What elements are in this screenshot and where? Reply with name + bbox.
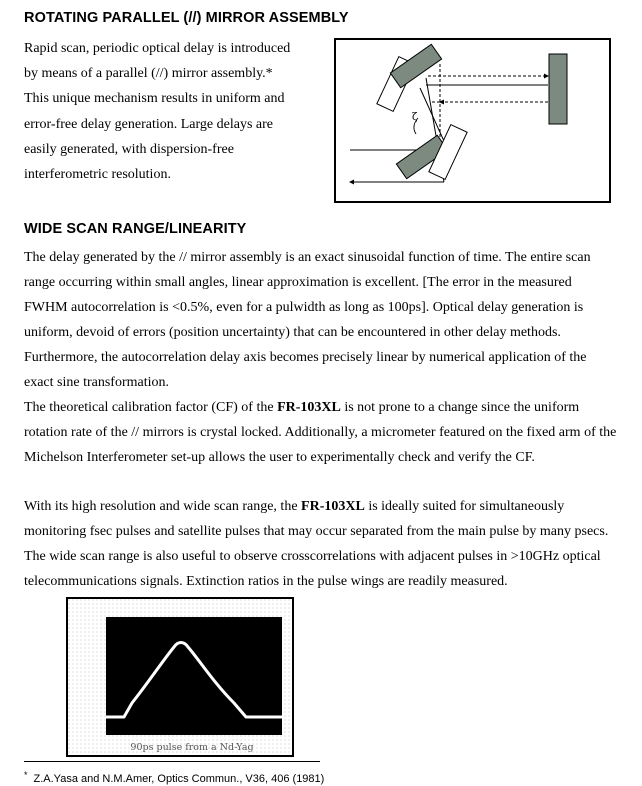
text-run: is not prone to a change since the uniform rotation rate of the // mirrors is crystal locked. Additionally, a micrometer featured on the fixed arm of the Michelson Interferometer set-up allows the user to experimentally check and verify the CF.	[24, 400, 617, 466]
section-heading-rotating-mirror: ROTATING PARALLEL (//) MIRROR ASSEMBLY	[24, 10, 349, 26]
paragraph-resolution	[24, 494, 618, 594]
footnote-mark: *	[24, 770, 28, 780]
footnote	[24, 770, 324, 785]
lower-mirror-pair	[396, 125, 467, 180]
intro-paragraph	[24, 36, 324, 187]
text-run: The theoretical calibration factor (CF) of the	[24, 400, 278, 415]
intro-line: interferometric resolution.	[24, 167, 171, 183]
text-run: is ideally suited for simultaneously monitoring fsec pulses and satellite pulses that may occur separated from the main pulse by many psecs. The wide scan range is also useful to observe crosscorrelations with adjacent pulses in >10GHz optical telecommunications signals. Extinction ratios in the pulse wings are readily measured.	[24, 499, 609, 590]
intro-line: Rapid scan, periodic optical delay is introduced	[24, 41, 291, 56]
mirror-assembly-diagram	[334, 38, 611, 203]
intro-line: by means of a parallel (//) mirror assembly.*	[24, 66, 273, 82]
fixed-mirror	[549, 54, 567, 124]
text-run: With its high resolution and wide scan range, the	[24, 499, 302, 514]
section-heading-wide-scan: WIDE SCAN RANGE/LINEARITY	[24, 221, 247, 237]
upper-mirror-pair	[377, 44, 442, 111]
footnote-text: Z.A.Yasa and N.M.Amer, Optics Commun., V36, 406 (1981)	[33, 773, 325, 785]
model-name: FR-103XL	[301, 499, 365, 514]
trace-caption: 90ps pulse from a Nd-Yag	[130, 742, 254, 753]
intro-line: This unique mechanism results in uniform and	[24, 91, 285, 107]
model-name: FR-103XL	[277, 400, 341, 415]
autocorrelation-trace-figure	[66, 597, 294, 757]
angle-label: ζ	[412, 112, 418, 123]
footnote-rule	[24, 761, 320, 762]
intro-line: easily generated, with dispersion-free	[24, 141, 234, 157]
paragraph-delay: The delay generated by the // mirror assembly is an exact sinusoidal function of time. The entire scan range occurring within small angles, linear approximation is excellent. [The error in the measured FWHM autocorrelation is <0.5%, even for a pulwidth as long as 100ps]. Optical delay generation is uniform, devoid of errors (position uncertainty) that can be encountered in other delay methods. Furthermore, the autocorrelation delay axis becomes precisely linear by numerical application of the exact sine transformation.	[24, 250, 591, 391]
intro-line: error-free delay generation. Large delays are	[24, 116, 273, 132]
paragraph-calibration	[24, 395, 618, 470]
